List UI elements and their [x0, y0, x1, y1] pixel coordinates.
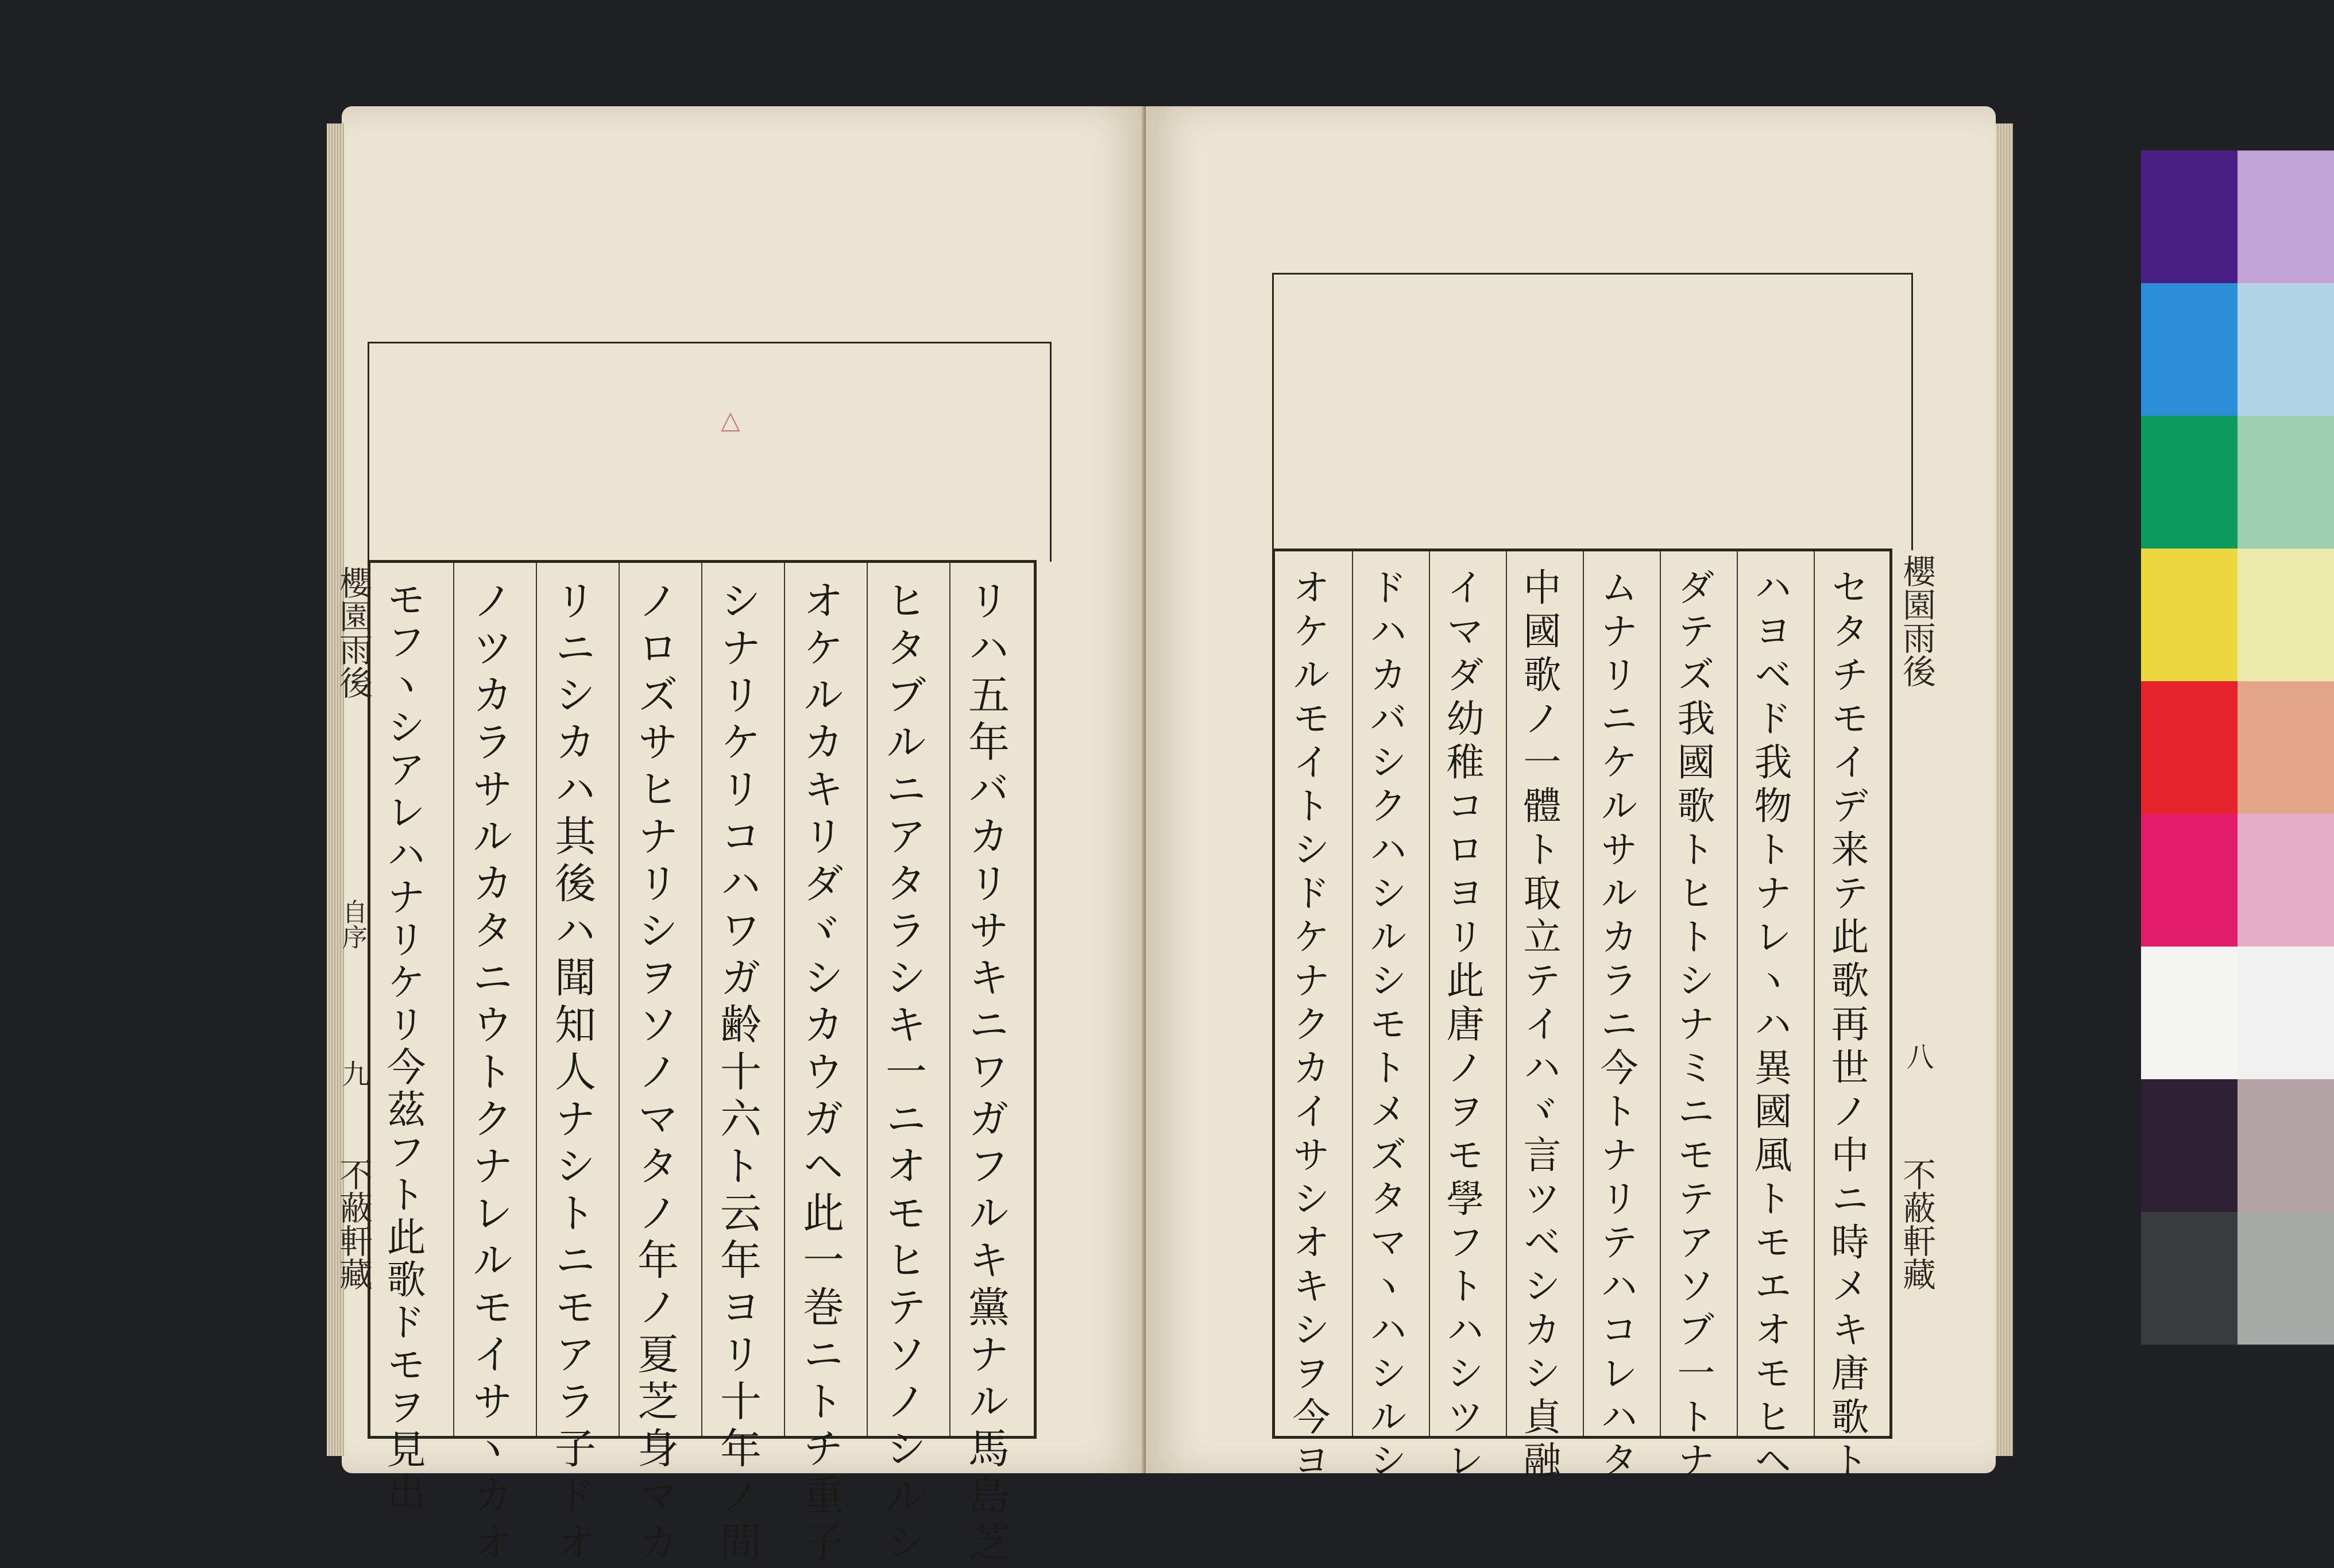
column-rule: [1660, 551, 1661, 1436]
text-column: ムナリニケルサルカラニ今トナリテハコレハタ: [1594, 567, 1638, 1484]
right-text-frame: [1272, 549, 1892, 1484]
color-patch: [2238, 681, 2334, 814]
text-column: 中國歌ノ一體ト取立テイハヾ言ツベシカシ貞融: [1517, 567, 1561, 1484]
color-patch: [2141, 1079, 2238, 1212]
right-margin-page-number: 八: [1902, 1042, 1934, 1070]
left-margin-title: 櫻園雨後: [334, 566, 373, 699]
left-margin-page-number: 九: [337, 1060, 369, 1087]
left-margin-publisher: 不蔽軒藏: [334, 1157, 373, 1291]
text-column: ノツカラサルカタニウトクナレルモイサヽカオ: [465, 579, 513, 1568]
text-column: ヒタブルニアタラシキ一ニオモヒテソノシルシ: [879, 579, 927, 1568]
color-patch: [2238, 1212, 2334, 1345]
color-patch: [2141, 150, 2238, 283]
color-patch: [2238, 1079, 2334, 1212]
column-rule: [1737, 551, 1738, 1436]
text-column: リハ五年バカリサキニワガフルキ黨ナル馬島芝: [961, 579, 1010, 1568]
color-patch: [2238, 549, 2334, 681]
color-patch: [2141, 681, 2238, 814]
left-margin-section: 自序: [338, 899, 367, 949]
color-checker-card: [2141, 150, 2334, 1477]
right-header-frame: [1272, 273, 1913, 550]
column-rule: [453, 563, 454, 1436]
text-column: シナリケリコハワガ齢十六ト云年ヨリ十年ノ間: [713, 579, 762, 1568]
right-margin-publisher: 不蔽軒藏: [1897, 1157, 1936, 1291]
color-patch: [2238, 416, 2334, 549]
left-text-frame: [368, 560, 1037, 1568]
column-rule: [701, 563, 702, 1436]
column-rule: [867, 563, 868, 1436]
color-patch: [2141, 814, 2238, 947]
text-column: イマダ幼稚コロヨリ此唐ノヲモ學フトハシツレ: [1440, 567, 1484, 1484]
column-rule: [1583, 551, 1584, 1436]
text-column: ダテズ我國歌トヒトシナミニモテアソブ一トナ: [1671, 567, 1715, 1484]
left-header-frame: [368, 342, 1052, 562]
column-rule: [619, 563, 620, 1436]
right-page-edges: [1996, 123, 2013, 1456]
text-column: ノロズサヒナリシヲソノマタノ年ノ夏芝身マカ: [631, 579, 679, 1568]
column-rule: [949, 563, 950, 1436]
text-column: ドハカバシクハシルシモトメズタマヽハシルシ: [1363, 567, 1407, 1484]
column-rule: [1814, 551, 1815, 1436]
color-patch: [2238, 814, 2334, 947]
text-column: オケルカキリダヾシカウガヘ此一巻ニトチ重子: [796, 579, 844, 1568]
open-book: [334, 106, 1996, 1568]
right-page: [1146, 106, 1996, 1484]
color-patch: [2141, 1212, 2238, 1345]
column-rule: [1506, 551, 1507, 1436]
left-page: [334, 106, 1146, 1568]
column-rule: [1352, 551, 1353, 1436]
color-patch: [2238, 947, 2334, 1079]
text-column: リニシカハ其後ハ聞知人ナシトニモアラ子ドオ: [548, 579, 596, 1568]
column-rule: [536, 563, 537, 1436]
color-patch: [2141, 283, 2238, 416]
text-column: モフヽシアレハナリケリ今茲フト此歌ドモヲ見出: [380, 579, 426, 1514]
color-patch: [2141, 549, 2238, 681]
column-rule: [1429, 551, 1430, 1436]
text-column: オケルモイトシドケナクカイサシオキシヲ今ヨ: [1286, 567, 1330, 1484]
text-column: セタチモイデ来テ此歌再世ノ中ニ時メキ唐歌ト: [1825, 567, 1869, 1484]
column-rule: [784, 563, 785, 1436]
color-patch: [2238, 283, 2334, 416]
red-triangle-stamp: △: [721, 405, 740, 435]
color-patch: [2238, 150, 2334, 283]
color-patch: [2141, 416, 2238, 549]
text-column: ハヨベド我物トナレヽハ異國風トモエオモヒヘ: [1748, 567, 1792, 1484]
right-margin-title: 櫻園雨後: [1897, 554, 1936, 688]
color-patch: [2141, 947, 2238, 1079]
